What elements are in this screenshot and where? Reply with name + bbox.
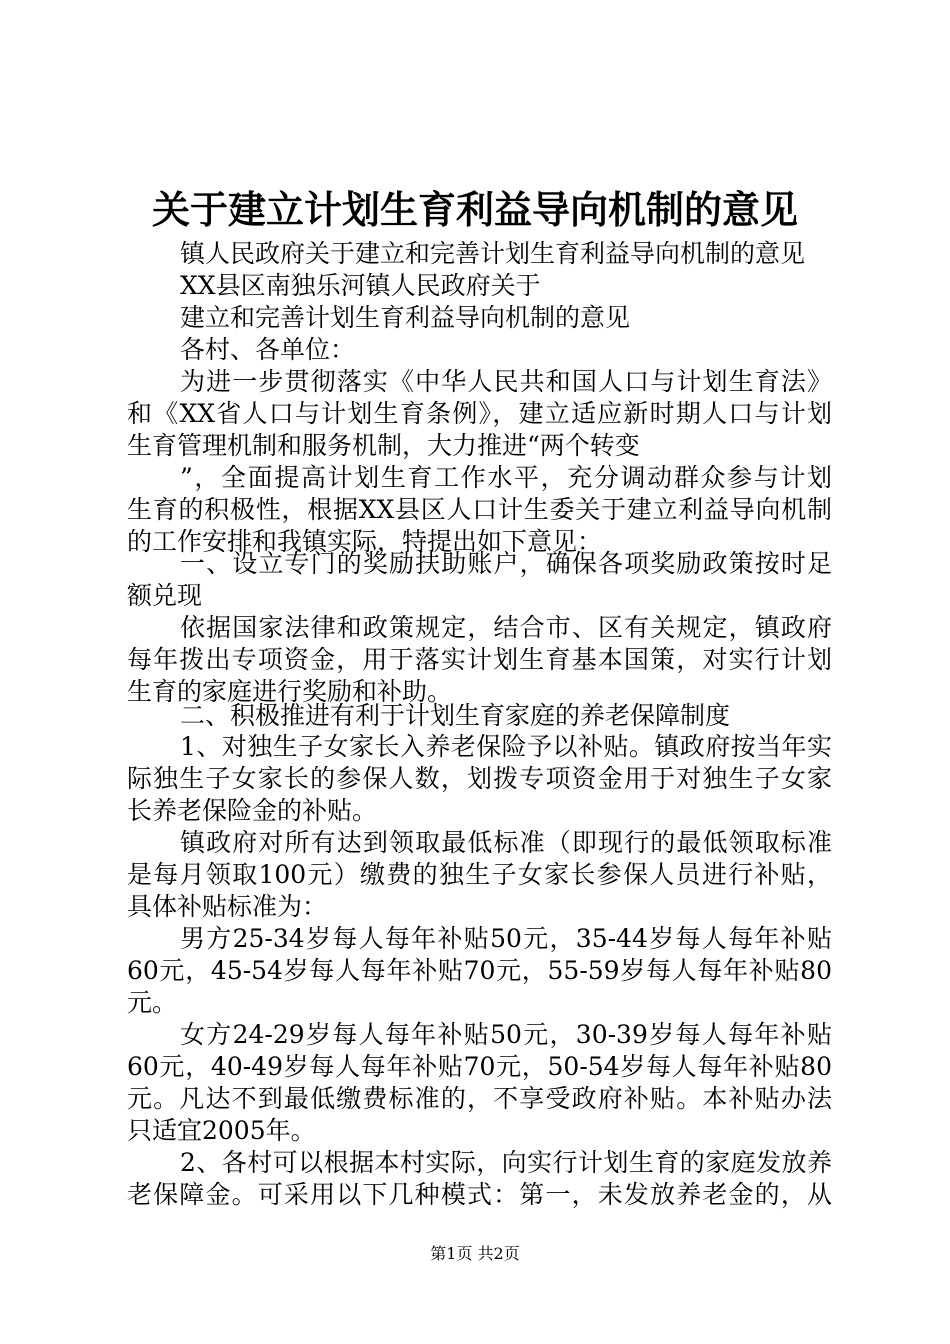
body-text-line: 际独生子女家长的参保人数，划拨专项资金用于对独生子女家 bbox=[127, 764, 832, 793]
body-text-line: 具体补贴标准为： bbox=[127, 892, 328, 921]
body-text-line: 是每月领取100元）缴费的独生子女家长参保人员进行补贴， bbox=[127, 860, 832, 889]
body-text-line: 长养老保险金的补贴。 bbox=[127, 796, 378, 825]
body-text-line: 老保障金。可采用以下几种模式：第一，未发放养老金的，从 bbox=[127, 1180, 832, 1209]
body-text-line: 只适宜2005年。 bbox=[127, 1116, 316, 1145]
body-text-line: 生育管理机制和服务机制，大力推进“两个转变 bbox=[127, 431, 640, 460]
body-text-line: 建立和完善计划生育利益导向机制的意见 bbox=[180, 303, 631, 332]
body-text-line: 60元，45-54岁每人每年补贴70元，55-59岁每人每年补贴80 bbox=[127, 956, 832, 985]
body-text-line: 额兑现 bbox=[127, 581, 203, 610]
body-text-line: 2、各村可以根据本村实际，向实行计划生育的家庭发放养 bbox=[180, 1148, 832, 1177]
body-text-line: 女方24-29岁每人每年补贴50元，30-39岁每人每年补贴 bbox=[180, 1020, 832, 1049]
body-text-line: 一、设立专门的奖励扶助账户，确保各项奖励政策按时足 bbox=[180, 549, 832, 578]
body-text-line: 男方25-34岁每人每年补贴50元，35-44岁每人每年补贴 bbox=[180, 924, 832, 953]
body-text-line: 和《XX省人口与计划生育条例》，建立适应新时期人口与计划 bbox=[127, 399, 832, 428]
body-text-line: 依据国家法律和政策规定，结合市、区有关规定，镇政府 bbox=[180, 613, 832, 642]
body-text-line: 镇人民政府关于建立和完善计划生育利益导向机制的意见 bbox=[180, 239, 806, 268]
body-text-line: XX县区南独乐河镇人民政府关于 bbox=[180, 271, 541, 300]
body-text-line: 元。凡达不到最低缴费标准的，不享受政府补贴。本补贴办法 bbox=[127, 1084, 832, 1113]
body-text-line: 各村、各单位： bbox=[180, 335, 356, 364]
body-text-line: 生育的家庭进行奖励和补助。 bbox=[127, 677, 453, 706]
body-text-line: 元。 bbox=[127, 988, 178, 1017]
body-text-line: ”，全面提高计划生育工作水平，充分调动群众参与计划 bbox=[180, 463, 832, 492]
body-text-line: 每年拨出专项资金，用于落实计划生育基本国策，对实行计划 bbox=[127, 645, 832, 674]
document-title: 关于建立计划生育利益导向机制的意见 bbox=[151, 187, 798, 232]
body-text-line: 60元，40-49岁每人每年补贴70元，50-54岁每人每年补贴80 bbox=[127, 1052, 832, 1081]
body-text-line: 二、积极推进有利于计划生育家庭的养老保障制度 bbox=[180, 701, 731, 730]
body-text-line: 镇政府对所有达到领取最低标准（即现行的最低领取标准 bbox=[180, 828, 832, 857]
body-text-line: 的工作安排和我镇实际，特提出如下意见： bbox=[127, 527, 603, 556]
body-text-line: 1、对独生子女家长入养老保险予以补贴。镇政府按当年实 bbox=[180, 732, 832, 761]
body-text-line: 为进一步贯彻落实《中华人民共和国人口与计划生育法》 bbox=[180, 367, 832, 396]
body-text-line: 生育的积极性，根据XX县区人口计生委关于建立利益导向机制 bbox=[127, 495, 832, 524]
page-footer: 第1页 共2页 bbox=[430, 1244, 520, 1263]
